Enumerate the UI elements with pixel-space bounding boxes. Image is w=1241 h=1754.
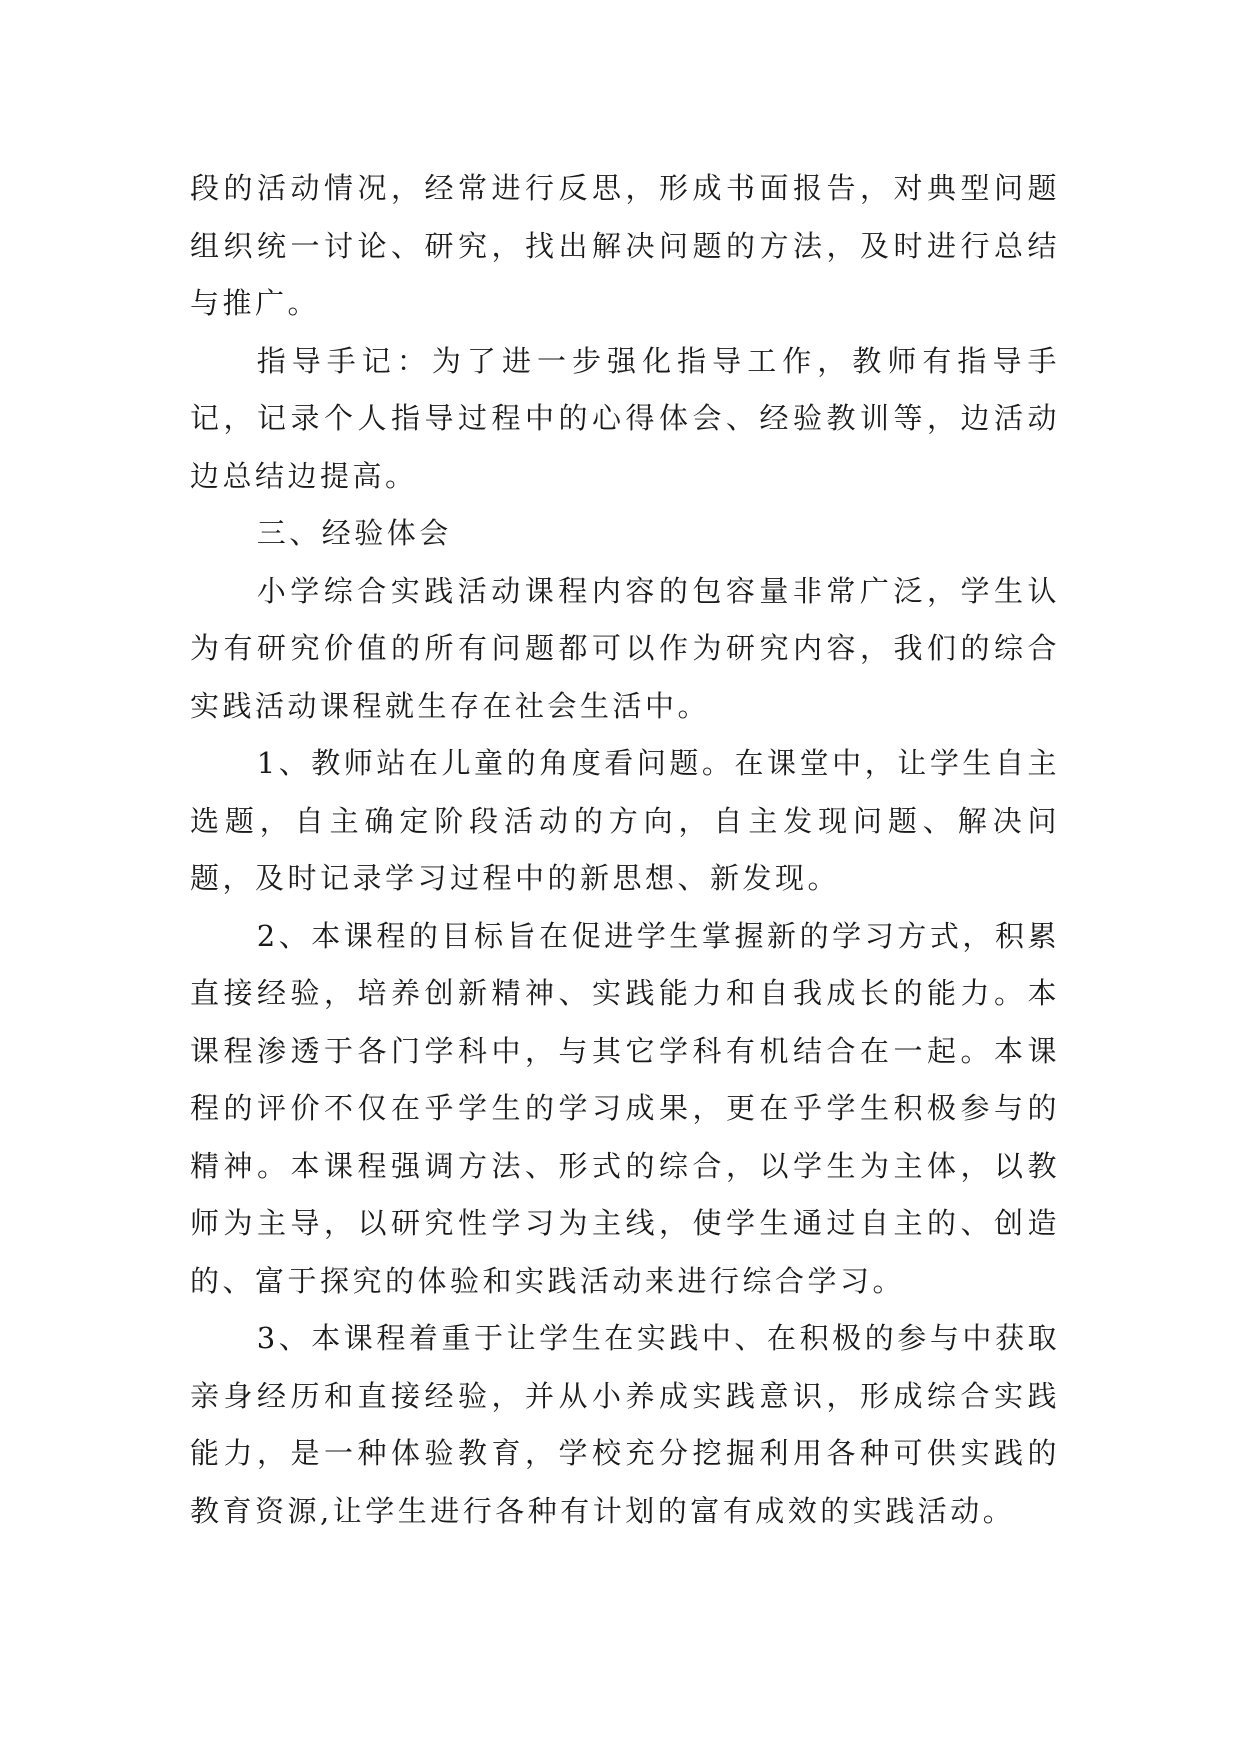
paragraph-7: 3、本课程着重于让学生在实践中、在积极的参与中获取亲身经历和直接经验，并从小养成实践意识，形成综合实践能力，是一种体验教育，学校充分挖掘利用各种可供实践的教育资源,让学生进行各种有计划的富有成效的实践活动。 bbox=[190, 1321, 1060, 1528]
paragraph-4: 小学综合实践活动课程内容的包容量非常广泛，学生认为有研究价值的所有问题都可以作为研究内容，我们的综合实践活动课程就生存在社会生活中。 bbox=[190, 573, 1060, 723]
paragraph-5: 1、教师站在儿童的角度看问题。在课堂中，让学生自主选题，自主确定阶段活动的方向，自主发现问题、解决问题，及时记录学习过程中的新思想、新发现。 bbox=[190, 746, 1060, 895]
paragraph-1: 段的活动情况，经常进行反思，形成书面报告，对典型问题组织统一讨论、研究，找出解决问题的方法，及时进行总结与推广。 bbox=[190, 171, 1060, 320]
document-body bbox=[190, 160, 1060, 1540]
section-heading: 三、经验体会 bbox=[256, 516, 452, 550]
paragraph-6: 2、本课程的目标旨在促进学生掌握新的学习方式，积累直接经验，培养创新精神、实践能力和自我成长的能力。本课程渗透于各门学科中，与其它学科有机结合在一起。本课程的评价不仅在乎学生的学习成果，更在乎学生积极参与的精神。本课程强调方法、形式的综合，以学生为主体，以教师为主导，以研究性学习为主线，使学生通过自主的、创造的、富于探究的体验和实践活动来进行综合学习。 bbox=[190, 918, 1060, 1298]
paragraph-2: 指导手记：为了进一步强化指导工作，教师有指导手记，记录个人指导过程中的心得体会、经验教训等，边活动边总结边提高。 bbox=[190, 343, 1060, 493]
